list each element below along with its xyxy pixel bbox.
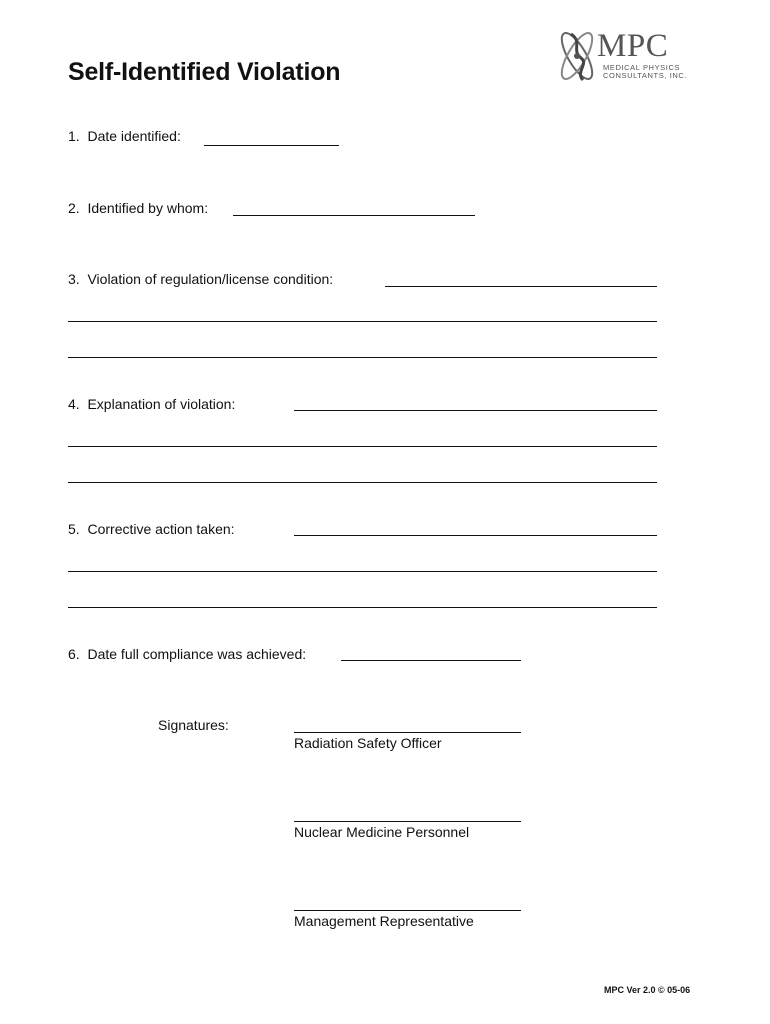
item-text: Identified by whom:: [87, 200, 209, 216]
item-text: Corrective action taken:: [87, 521, 235, 537]
logo-line-2: CONSULTANTS, INC.: [603, 71, 688, 80]
item-4-label: [68, 396, 235, 412]
item-number: 5.: [68, 521, 80, 537]
version-footer: MPC Ver 2.0 © 05-06: [604, 985, 691, 995]
item-text: Date full compliance was achieved:: [87, 646, 307, 662]
signatures-label: Signatures:: [158, 717, 229, 733]
item-5-label: [68, 521, 235, 537]
signature-caption-rso: Radiation Safety Officer: [294, 735, 442, 751]
date-identified-field[interactable]: [204, 145, 339, 146]
item-number: 6.: [68, 646, 80, 662]
item-number: 2.: [68, 200, 80, 216]
item-number: 1.: [68, 128, 80, 144]
compliance-date-field[interactable]: [341, 660, 521, 661]
identified-by-field[interactable]: [233, 215, 475, 216]
item-3-label: [68, 271, 333, 287]
corrective-action-field-line-3[interactable]: [68, 607, 657, 608]
signature-line-management[interactable]: [294, 910, 521, 911]
signature-line-nm-personnel[interactable]: [294, 821, 521, 822]
logo-name: MPC: [597, 28, 669, 64]
explanation-field-line-3[interactable]: [68, 482, 657, 483]
signature-caption-management: Management Representative: [294, 913, 474, 929]
item-text: Explanation of violation:: [87, 396, 236, 412]
item-text: Violation of regulation/license condition:: [87, 271, 334, 287]
item-1-label: [68, 128, 181, 144]
item-number: 4.: [68, 396, 80, 412]
item-6-label: [68, 646, 306, 662]
explanation-field-line-1[interactable]: [294, 410, 657, 411]
item-text: Date identified:: [87, 128, 181, 144]
violation-field-line-2[interactable]: [68, 321, 657, 322]
signature-caption-nm-personnel: Nuclear Medicine Personnel: [294, 824, 470, 840]
logo-line-1: MEDICAL PHYSICS: [603, 63, 681, 72]
violation-field-line-3[interactable]: [68, 357, 657, 358]
corrective-action-field-line-2[interactable]: [68, 571, 657, 572]
corrective-action-field-line-1[interactable]: [294, 535, 657, 536]
item-number: 3.: [68, 271, 80, 287]
signature-line-rso[interactable]: [294, 732, 521, 733]
atom-icon: [553, 28, 601, 84]
company-logo: [553, 28, 703, 84]
explanation-field-line-2[interactable]: [68, 446, 657, 447]
violation-field-line-1[interactable]: [385, 286, 657, 287]
item-2-label: [68, 200, 208, 216]
page-title: Self-Identified Violation: [68, 58, 341, 86]
